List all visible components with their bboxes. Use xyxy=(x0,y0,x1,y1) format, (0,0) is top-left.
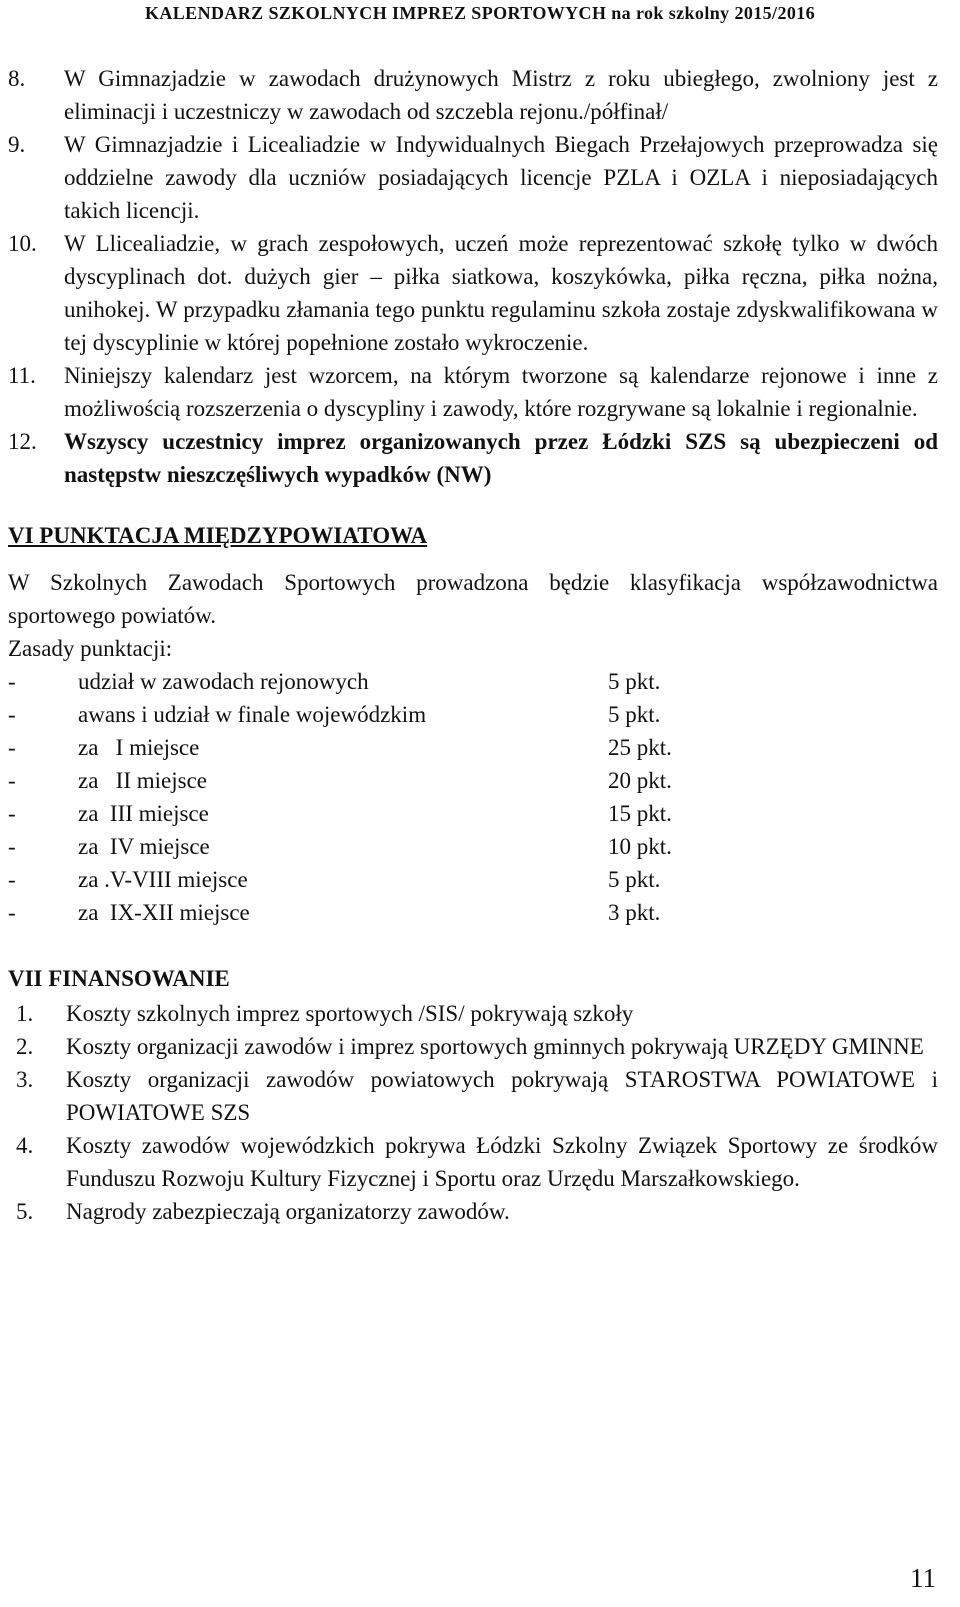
financing-number: 2. xyxy=(16,1034,34,1059)
financing-text: Nagrody zabezpieczają organizatorzy zawodów. xyxy=(66,1199,510,1224)
financing-item xyxy=(8,1129,938,1195)
rule-number: 11. xyxy=(8,363,36,388)
score-points: 5 pkt. xyxy=(608,867,661,892)
list-dash: - xyxy=(8,735,16,760)
financing-item xyxy=(8,997,938,1030)
rule-number: 9. xyxy=(8,132,26,157)
score-row xyxy=(8,830,938,863)
rule-text: W Gimnazjadzie w zawodach drużynowych Mistrz z roku ubiegłego, zwolniony jest z eliminacji i uczestniczy w zawodach od szczebla rejonu./półfinał/ xyxy=(64,66,938,124)
score-row xyxy=(8,863,938,896)
score-points: 20 pkt. xyxy=(608,768,672,793)
rule-text: W Gimnazjadzie i Licealiadzie w Indywidualnych Biegach Przełajowych przeprowadza się oddzielne zawody dla uczniów posiadających licencje PZLA i OZLA i nieposiadających takich licencji. xyxy=(64,132,938,223)
score-label: za IV miejsce xyxy=(78,834,210,859)
score-label: za .V-VIII miejsce xyxy=(78,867,248,892)
rule-item-9 xyxy=(8,128,938,227)
score-label: za IX-XII miejsce xyxy=(78,900,250,925)
score-points: 3 pkt. xyxy=(608,900,661,925)
rule-text-bold: Wszyscy uczestnicy imprez organizowanych przez Łódzki SZS są ubezpieczeni od następstw nieszczęśliwych wypadków (NW) xyxy=(64,429,938,487)
financing-text: Koszty organizacji zawodów powiatowych pokrywają STAROSTWA POWIATOWE i POWIATOWE SZS xyxy=(66,1067,938,1125)
rule-text: W Llicealiadzie, w grach zespołowych, uczeń może reprezentować szkołę tylko w dwóch dyscyplinach dot. dużych gier – piłka siatkowa, koszykówka, piłka ręczna, piłka nożna, unihokej. W przypadku złamania tego punktu regulaminu szkoła zostaje zdyskwalifikowana w tej dyscyplinie w której popełnione zostało wykroczenie. xyxy=(64,231,938,355)
score-list xyxy=(8,665,938,929)
rule-text: Niniejszy kalendarz jest wzorcem, na którym tworzone są kalendarze rejonowe i inne z możliwością rozszerzenia o dyscypliny i zawody, które rozgrywane są lokalnie i regionalnie. xyxy=(64,363,938,421)
financing-item xyxy=(8,1195,938,1228)
rule-item-11 xyxy=(8,359,938,425)
score-row xyxy=(8,731,938,764)
score-points: 5 pkt. xyxy=(608,702,661,727)
list-dash: - xyxy=(8,801,16,826)
score-label: za III miejsce xyxy=(78,801,209,826)
rule-item-12 xyxy=(8,425,938,491)
financing-number: 4. xyxy=(16,1133,34,1158)
rule-number: 12. xyxy=(8,429,37,454)
rule-number: 8. xyxy=(8,66,26,91)
financing-text: Koszty zawodów wojewódzkich pokrywa Łódzki Szkolny Związek Sportowy ze środków Funduszu Rozwoju Kultury Fizycznej i Sportu oraz Urzędu Marszałkowskiego. xyxy=(66,1133,938,1191)
score-row xyxy=(8,764,938,797)
financing-number: 1. xyxy=(16,1001,34,1026)
scoring-rules-label: Zasady punktacji: xyxy=(8,636,173,661)
financing-number: 5. xyxy=(16,1199,34,1224)
section-title-finansowanie: VII FINANSOWANIE xyxy=(8,966,230,991)
document-body xyxy=(8,62,938,1228)
list-dash: - xyxy=(8,669,16,694)
score-points: 10 pkt. xyxy=(608,834,672,859)
rule-item-10 xyxy=(8,227,938,359)
header-title: KALENDARZ SZKOLNYCH IMPREZ SPORTOWYCH na rok szkolny 2015/2016 xyxy=(144,3,816,23)
score-label: awans i udział w finale wojewódzkim xyxy=(78,702,427,727)
financing-item xyxy=(8,1030,938,1063)
financing-number: 3. xyxy=(16,1067,34,1092)
section-intro: W Szkolnych Zawodach Sportowych prowadzona będzie klasyfikacja współzawodnictwa sportowego powiatów. xyxy=(8,570,938,628)
list-dash: - xyxy=(8,702,16,727)
financing-list xyxy=(8,997,938,1228)
score-row xyxy=(8,665,938,698)
rule-number: 10. xyxy=(8,231,37,256)
score-points: 5 pkt. xyxy=(608,669,661,694)
financing-text: Koszty organizacji zawodów i imprez sportowych gminnych pokrywają URZĘDY GMINNE xyxy=(66,1034,924,1059)
score-points: 15 pkt. xyxy=(608,801,672,826)
list-dash: - xyxy=(8,867,16,892)
score-row xyxy=(8,698,938,731)
financing-text: Koszty szkolnych imprez sportowych /SIS/ pokrywają szkoły xyxy=(66,1001,634,1026)
score-label: udział w zawodach rejonowych xyxy=(78,669,369,694)
list-dash: - xyxy=(8,900,16,925)
score-row xyxy=(8,896,938,929)
rule-item-8 xyxy=(8,62,938,128)
score-label: za II miejsce xyxy=(78,768,207,793)
score-row xyxy=(8,797,938,830)
list-dash: - xyxy=(8,834,16,859)
score-points: 25 pkt. xyxy=(608,735,672,760)
page-number: 11 xyxy=(910,1563,936,1593)
page-header xyxy=(0,0,960,28)
financing-item xyxy=(8,1063,938,1129)
score-label: za I miejsce xyxy=(78,735,200,760)
list-dash: - xyxy=(8,768,16,793)
section-title-punktacja: VI PUNKTACJA MIĘDZYPOWIATOWA xyxy=(8,523,428,548)
